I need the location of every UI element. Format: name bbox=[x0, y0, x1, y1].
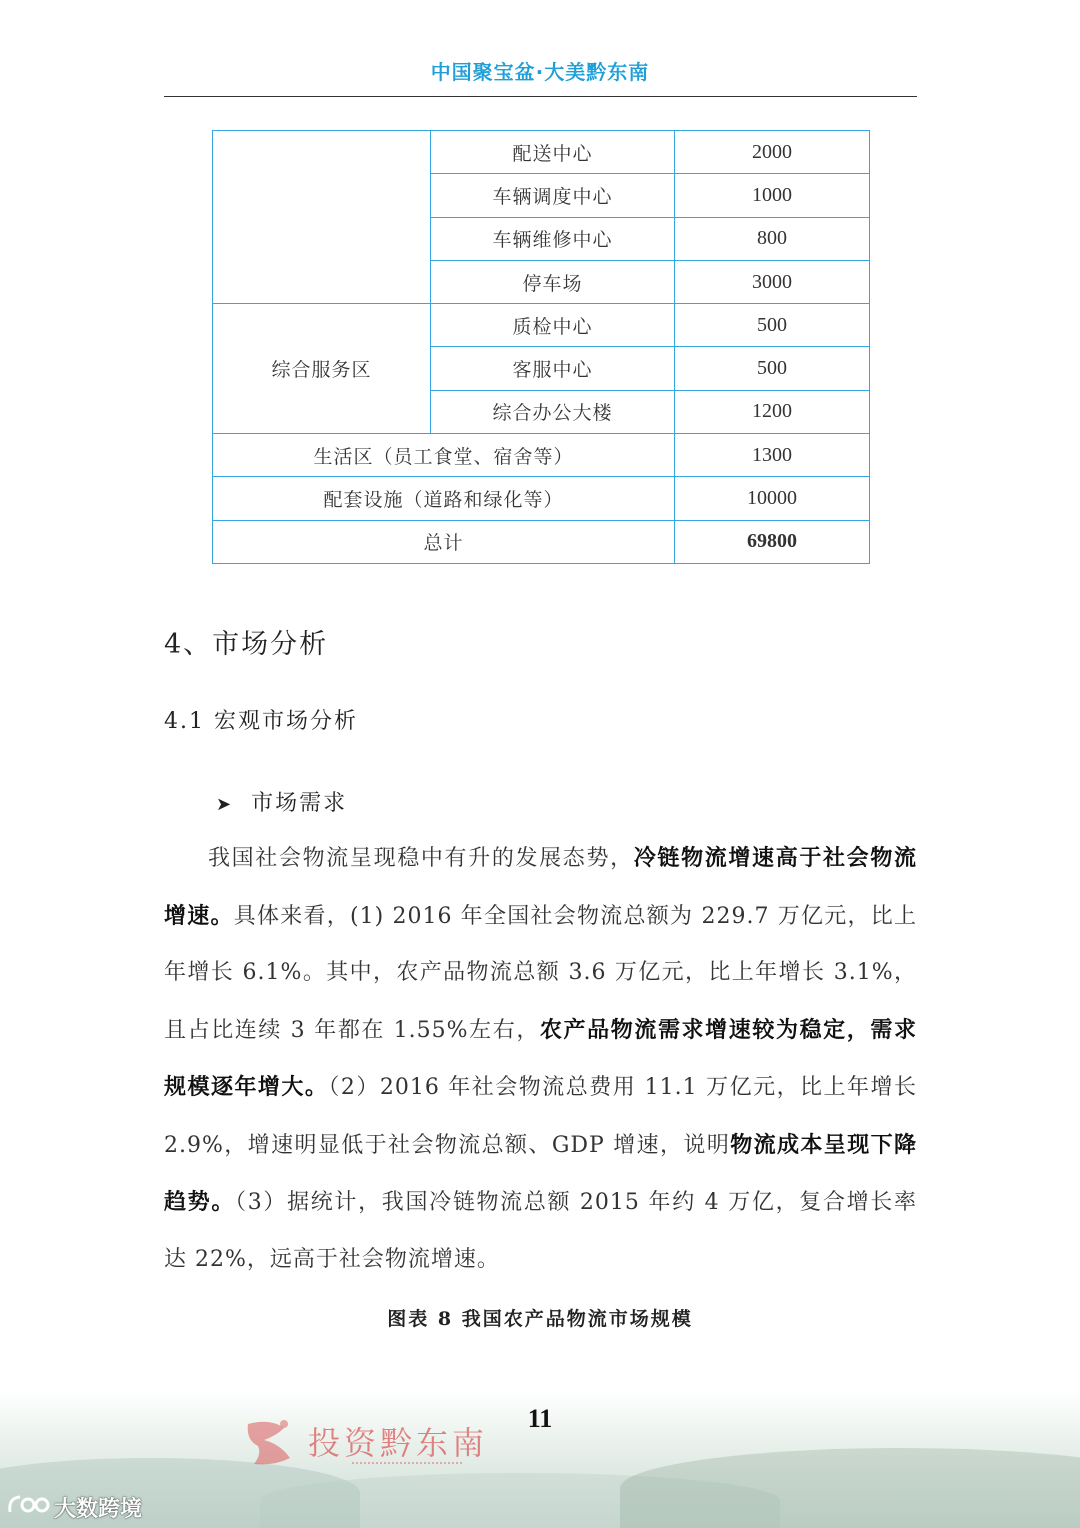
para-bold-1: 冷链物流增速高于社会物流增速。 bbox=[164, 845, 917, 929]
para-bold-2: 农产品物流需求增速较为稳定，需求规模逐年增大。 bbox=[164, 1016, 917, 1100]
group-cell-empty bbox=[213, 131, 431, 304]
item-cell: 车辆维修中心 bbox=[431, 217, 675, 260]
support-label: 配套设施（道路和绿化等） bbox=[213, 477, 675, 520]
group-cell-service: 综合服务区 bbox=[213, 304, 431, 434]
value-cell: 800 bbox=[675, 217, 870, 260]
living-value: 1300 bbox=[675, 434, 870, 477]
value-cell: 3000 bbox=[675, 260, 870, 303]
total-label: 总计 bbox=[213, 520, 675, 563]
para-text-2: 具体来看，(1) 2016 年全国社会物流总额为 229.7 万亿元，比上年增长 6.1%。其中，农产品物流总额 3.6 万亿元，比上年增长 3.1%，且占比连续 3 年都在 1.55%左右， bbox=[164, 903, 917, 1043]
value-cell: 500 bbox=[675, 347, 870, 390]
header-title: 中国聚宝盆·大美黔东南 bbox=[430, 60, 650, 84]
support-value: 10000 bbox=[675, 477, 870, 520]
logo-subline bbox=[352, 1462, 462, 1468]
para-text-4: （3）据统计，我国冷链物流总额 2015 年约 4 万亿，复合增长率达 22%，远高于社会物流增速。 bbox=[164, 1190, 917, 1272]
figure-caption: 图表 8 我国农产品物流市场规模 bbox=[387, 1308, 693, 1330]
watermark-logo-icon bbox=[6, 1492, 50, 1518]
item-cell: 停车场 bbox=[431, 260, 675, 303]
value-cell: 2000 bbox=[675, 131, 870, 174]
page-number: 11 bbox=[527, 1404, 553, 1433]
item-cell: 车辆调度中心 bbox=[431, 174, 675, 217]
item-cell: 质检中心 bbox=[431, 304, 675, 347]
subsection-heading: 4.1 宏观市场分析 bbox=[164, 709, 358, 734]
value-cell: 1000 bbox=[675, 174, 870, 217]
para-text-3: （2）2016 年社会物流总费用 11.1 万亿元，比上年增长 2.9%，增速明显低于社会物流总额、GDP 增速，说明 bbox=[164, 1075, 917, 1158]
living-label: 生活区（员工食堂、宿舍等） bbox=[213, 434, 675, 477]
table-row bbox=[213, 131, 870, 174]
brush-logo-icon bbox=[240, 1414, 298, 1472]
area-table bbox=[212, 130, 870, 564]
para-text-1: 我国社会物流呈现稳中有升的发展态势， bbox=[208, 846, 634, 871]
para-bold-3: 物流成本呈现下降趋势。 bbox=[164, 1131, 917, 1215]
logo-text: 投资黔东南 bbox=[308, 1424, 489, 1462]
watermark-text: 大数跨境 bbox=[54, 1497, 143, 1522]
section-heading: 4、市场分析 bbox=[164, 629, 329, 660]
table-row-support bbox=[213, 477, 870, 520]
value-cell: 1200 bbox=[675, 390, 870, 433]
item-cell: 客服中心 bbox=[431, 347, 675, 390]
item-cell: 配送中心 bbox=[431, 131, 675, 174]
table-row-total bbox=[213, 520, 870, 563]
table-row bbox=[213, 304, 870, 347]
total-value: 69800 bbox=[675, 520, 870, 563]
table-row-living bbox=[213, 434, 870, 477]
item-cell: 综合办公大楼 bbox=[431, 390, 675, 433]
bullet-heading bbox=[216, 786, 347, 817]
header-rule bbox=[164, 96, 917, 97]
bullet-heading-text: 市场需求 bbox=[251, 791, 348, 816]
body-paragraph bbox=[164, 830, 917, 1288]
value-cell: 500 bbox=[675, 304, 870, 347]
arrow-bullet-icon: ➤ bbox=[216, 794, 234, 815]
